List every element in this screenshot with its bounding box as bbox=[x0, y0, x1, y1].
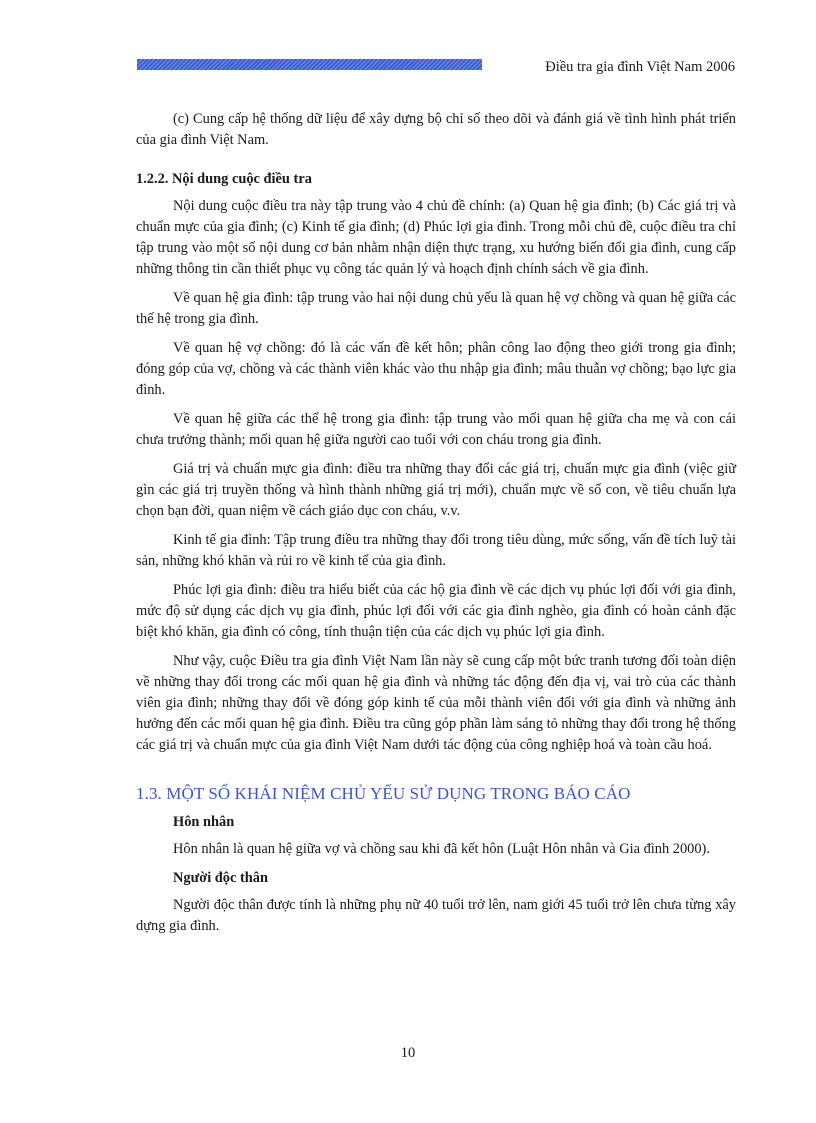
paragraph-family-relations: Về quan hệ gia đình: tập trung vào hai nội dung chủ yếu là quan hệ vợ chồng và quan hệ giữa các thế hệ trong gia đình. bbox=[136, 290, 736, 327]
page-body bbox=[136, 109, 736, 945]
paragraph-summary: Như vậy, cuộc Điều tra gia đình Việt Nam lần này sẽ cung cấp một bức tranh tương đối toàn diện về những thay đổi trong các mối quan hệ gia đình và những tác động đến địa vị, vai trò của các thành viên gia đình; những thay đổi về đóng góp kinh tế của mỗi thành viên đối với gia đình và những ảnh hưởng đến các mối quan hệ gia đình. Điều tra cũng góp phần làm sáng tỏ những thay đổi trong hệ thống các giá trị và chuẩn mực của gia đình Việt Nam dưới tác động của công nghiệp hoá và toàn cầu hoá. bbox=[136, 653, 736, 753]
paragraph-family-economy: Kinh tế gia đình: Tập trung điều tra những thay đổi trong tiêu dùng, mức sống, vấn đề tích luỹ tài sản, những khó khăn và rủi ro về kinh tế của gia đình. bbox=[136, 532, 736, 569]
paragraph-single-definition: Người độc thân được tính là những phụ nữ 40 tuổi trở lên, nam giới 45 tuổi trở lên chưa từng xây dựng gia đình. bbox=[136, 897, 736, 934]
paragraph-family-values: Giá trị và chuẩn mực gia đình: điều tra những thay đổi các giá trị, chuẩn mực gia đình (việc giữ gìn các giá trị truyền thống và hình thành những giá trị mới), chuẩn mực về số con, về tiêu chuẩn lựa chọn bạn đời, quan niệm về cách giáo dục con cháu, v.v. bbox=[136, 461, 736, 519]
paragraph-objective-c: (c) Cung cấp hệ thống dữ liệu để xây dựng bộ chỉ số theo dõi và đánh giá về tình hình phát triển của gia đình Việt Nam. bbox=[136, 111, 736, 148]
paragraph-generational-relations: Về quan hệ giữa các thế hệ trong gia đình: tập trung vào mối quan hệ giữa cha mẹ và con cái chưa trưởng thành; mối quan hệ giữa người cao tuổi với con cháu trong gia đình. bbox=[136, 411, 736, 448]
term-heading-marriage: Hôn nhân bbox=[173, 814, 235, 830]
paragraph-survey-content: Nội dung cuộc điều tra này tập trung vào 4 chủ đề chính: (a) Quan hệ gia đình; (b) Các giá trị và chuẩn mực của gia đình; (c) Kinh tế gia đình; (d) Phúc lợi gia đình. Trong mỗi chủ đề, cuộc điều tra chỉ tập trung vào một số nội dung cơ bản nhằm nhận diện thực trạng, xu hướng biến đổi gia đình, cung cấp những thông tin cần thiết phục vụ công tác quản lý và hoạch định chính sách về gia đình. bbox=[136, 198, 736, 277]
paragraph-spousal-relations: Về quan hệ vợ chồng: đó là các vấn đề kết hôn; phân công lao động theo giới trong gia đình; đóng góp của vợ, chồng và các thành viên khác vào thu nhập gia đình; mâu thuẫn vợ chồng; bạo lực gia đình. bbox=[136, 340, 736, 398]
section-heading-1-2-2: 1.2.2. Nội dung cuộc điều tra bbox=[136, 171, 312, 187]
page-number: 10 bbox=[400, 1045, 416, 1061]
running-header-title: Điều tra gia đình Việt Nam 2006 bbox=[545, 59, 735, 75]
paragraph-family-welfare: Phúc lợi gia đình: điều tra hiểu biết của các hộ gia đình về các dịch vụ phúc lợi đối với gia đình, mức độ sử dụng các dịch vụ gia đình, phúc lợi đối với các gia đình nghèo, gia đình có hoàn cảnh đặc biệt khó khăn, gia đình có công, tính thuận tiện của các dịch vụ phúc lợi gia đình. bbox=[136, 582, 736, 640]
term-heading-single: Người độc thân bbox=[173, 870, 268, 886]
section-heading-1-3: 1.3. MỘT SỐ KHÁI NIỆM CHỦ YẾU SỬ DỤNG TRONG BÁO CÁO bbox=[136, 784, 631, 803]
paragraph-marriage-definition: Hôn nhân là quan hệ giữa vợ và chồng sau khi đã kết hôn (Luật Hôn nhân và Gia đình 2000). bbox=[173, 841, 710, 857]
header-decorative-bar bbox=[137, 59, 482, 70]
